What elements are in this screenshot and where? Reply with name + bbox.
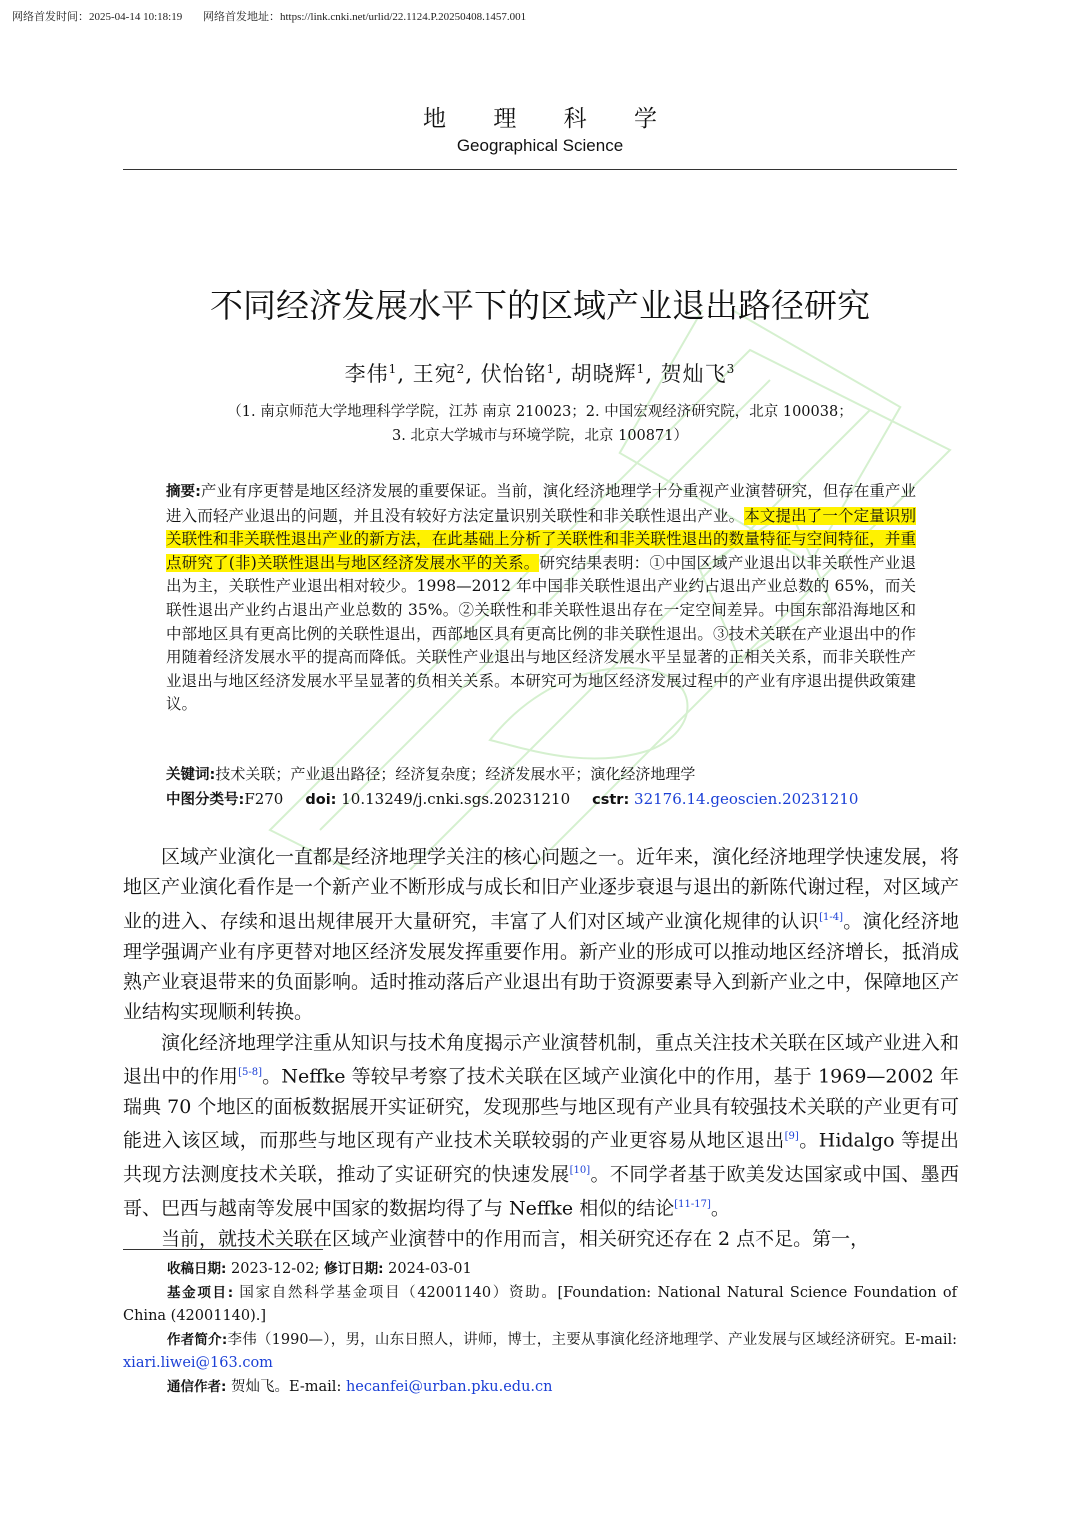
body-text-run: 。 xyxy=(710,1197,730,1220)
body-text-run: 当前，就技术关联在区域产业演替中的作用而言，相关研究还存在 2 点不足。第一， xyxy=(161,1227,870,1250)
footnote-bio xyxy=(123,1329,957,1376)
author-name: 李伟 xyxy=(344,362,389,386)
abstract-highlight: 本文提出了一个定量识别关联性和非关联性退出产业的新方法，在此基础上分析了关联性和非关联性退出的数量特征与空间特征，并重点研究了(非)关联性退出与地区经济发展水平的关系。 xyxy=(166,506,916,572)
citation-link[interactable]: [11-17] xyxy=(674,1198,711,1210)
cstr-label: cstr: xyxy=(592,792,630,808)
footnote-dates xyxy=(123,1258,957,1282)
fund-text: 国家自然科学基金项目（42001140）资助。[Foundation: National Natural Science Foundation of China (42001140).] xyxy=(123,1284,958,1324)
author-name: 伏怡铭 xyxy=(480,362,547,386)
classification-value: F270 xyxy=(244,790,284,808)
abstract-label: 摘要: xyxy=(166,484,201,500)
citation-link[interactable]: [10] xyxy=(569,1165,591,1177)
author-name: 贺灿飞 xyxy=(660,362,727,386)
received-label: 收稿日期: xyxy=(167,1261,227,1277)
body-paragraph xyxy=(123,1028,959,1224)
author-affil-mark: 2 xyxy=(456,362,466,376)
keywords-text: 技术关联；产业退出路径；经济复杂度；经济发展水平；演化经济地理学 xyxy=(215,765,696,783)
citation-link[interactable]: [5-8] xyxy=(238,1067,262,1079)
revised-label: 修订日期: xyxy=(324,1261,384,1277)
abstract xyxy=(166,480,916,717)
fund-label: 基金项目: xyxy=(167,1284,234,1301)
author-affil-mark: 1 xyxy=(636,362,646,376)
paper-title: 不同经济发展水平下的区域产业退出路径研究 xyxy=(210,286,870,325)
citation-link[interactable]: [9] xyxy=(784,1131,799,1143)
doi-label: doi: xyxy=(305,792,337,808)
classification-line xyxy=(166,788,926,812)
body-text-run: 演化经济地理学注重从知识与技术角度揭示产业演替机制，重点关注技术关联在区域产业进入和退出中的作用 xyxy=(123,1031,960,1088)
author-name: 胡晓辉 xyxy=(570,362,637,386)
keywords xyxy=(166,763,926,787)
cstr-link[interactable]: 32176.14.geoscien.20231210 xyxy=(634,790,859,808)
affiliations xyxy=(130,400,950,448)
author-email-link[interactable]: xiari.liwei@163.com xyxy=(123,1355,273,1371)
header-rule xyxy=(123,169,957,170)
footnotes xyxy=(123,1258,957,1399)
keywords-label: 关键词: xyxy=(166,767,216,783)
abstract-part: 研究结果表明：①中国区域产业退出以非关联性产业退出为主，关联性产业退出相对较少。1998—2012 年中国非关联性退出产业约占退出产业总数的 65%，而关联性退出产业约占退出产业总数的 35%。②关联性和非关联性退出存在一定空间差异。中国东部沿海地区和中部地区具有更高比例的关联性退出，西部地区具有更高比例的非关联性退出。③技术关联在产业退出中的作用随着经济发展水平的提高而降低。关联性产业退出与地区经济发展水平呈显著的正相关关系，而非关联性产业退出与地区经济发展水平呈显著的负相关关系。本研究可为地区经济发展过程中的产业有序退出提供政策建议。 xyxy=(166,553,916,714)
corr-text: 贺灿飞。E-mail: xyxy=(231,1378,346,1395)
body-text-run: 。演化经济地理学强调产业有序更替对地区经济发展发挥重要作用。新产业的形成可以推动地区经济增长，抵消成熟产业衰退带来的负面影响。适时推动落后产业退出有助于资源要素导入到新产业之中，保障地区产业结构实现顺利转换。 xyxy=(123,910,960,1024)
corr-email-link[interactable]: hecanfei@urban.pku.edu.cn xyxy=(345,1378,553,1395)
publish-url: 网络首发地址：https://link.cnki.net/urlid/22.1124.P.20250408.1457.001 xyxy=(202,11,527,23)
affiliation-line: 3. 北京大学城市与环境学院，北京 100871） xyxy=(392,428,688,444)
corr-label: 通信作者: xyxy=(167,1378,227,1395)
body-text-run: 。不同学者基于欧美发达国家或中国、墨西哥、巴西与越南等发展中国家的数据均得了与 Neffke 相似的结论 xyxy=(123,1163,959,1220)
author-affil-mark: 1 xyxy=(388,362,398,376)
affiliation-line: （1. 南京师范大学地理科学学院，江苏 南京 210023；2. 中国宏观经济研究院，北京 100038； xyxy=(227,404,853,420)
author-affil-mark: 1 xyxy=(546,362,556,376)
footnote-corresponding xyxy=(123,1376,957,1400)
bio-text: 李伟（1990—），男，山东日照人，讲师，博士，主要从事演化经济地理学、产业发展与区域经济研究。E-mail: xyxy=(227,1331,957,1348)
publish-time: 网络首发时间：2025-04-14 10:18:19 xyxy=(12,11,183,23)
citation-link[interactable]: [1-4] xyxy=(819,911,843,923)
publish-info-line xyxy=(12,8,526,24)
footnote-fund xyxy=(123,1282,957,1329)
revised-date: 2024-03-01 xyxy=(388,1261,472,1277)
body-paragraph xyxy=(123,842,959,1028)
journal-title-cn: 地 理 科 学 xyxy=(423,106,677,132)
classification-label: 中图分类号: xyxy=(166,792,245,808)
body-text-run: 。Hidalgo 等提出共现方法测度技术关联，推动了实证研究的快速发展 xyxy=(123,1129,959,1186)
doi-value: 10.13249/j.cnki.sgs.20231210 xyxy=(341,790,571,808)
author-affil-mark: 3 xyxy=(726,362,736,376)
author-list: 李伟$^1$, 王宛$^2$, 伏怡铭$^1$, 胡晓辉$^1$, 贺灿飞$^3$ xyxy=(344,362,736,386)
bio-label: 作者简介: xyxy=(167,1331,228,1348)
author-name: 王宛 xyxy=(412,362,457,386)
abstract-part: 产业有序更替是地区经济发展的重要保证。当前，演化经济地理学十分重视产业演替研究，但存在重产业进入而轻产业退出的问题，并且没有较好方法定量识别关联性和非关联性退出产业。 xyxy=(166,482,916,525)
journal-title-en: Geographical Science xyxy=(456,136,624,155)
body-text-run: 区域产业演化一直都是经济地理学关注的核心问题之一。近年来，演化经济地理学快速发展，将地区产业演化看作是一个新产业不断形成与成长和旧产业逐步衰退与退出的新陈代谢过程，对区域产业的进入、存续和退出规律展开大量研究，丰富了人们对区域产业演化规律的认识 xyxy=(123,846,960,933)
received-date: 2023-12-02; xyxy=(231,1261,320,1277)
body-text-run: 。Neffke 等较早考察了技术关联在区域产业演化中的作用，基于 1969—2002 年瑞典 70 个地区的面板数据展开实证研究，发现那些与地区现有产业具有较强技术关联的产业更有可能进入该区域，而那些与地区现有产业技术关联较弱的产业更容易从地区退出 xyxy=(123,1065,959,1152)
abstract-text xyxy=(166,480,916,717)
footnote-rule xyxy=(123,1249,323,1250)
body-text xyxy=(123,842,959,1254)
